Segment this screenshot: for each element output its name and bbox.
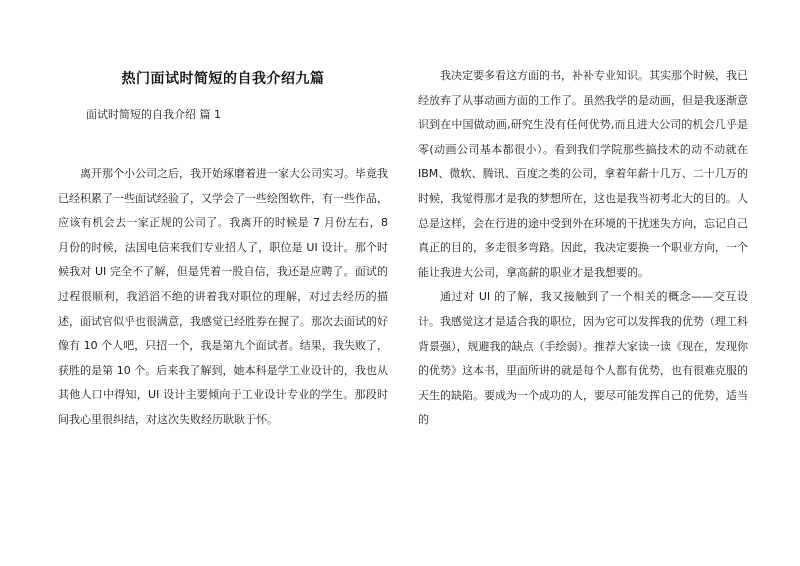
right-column — [418, 64, 748, 433]
document-title: 热门面试时简短的自我介绍九篇 — [121, 71, 325, 87]
body-paragraph: 离开那个小公司之后，我开始琢磨着进一家大公司实习。毕竟我已经积累了一些面试经验了，又学会了一些绘图软件，有一些作品，应该有机会去一家正规的公司了。我离开的时候是 7 月份左右，8 月份的时候，法国电信来我们专业招人了，职位是 UI 设计。那个时候我对 UI 完全不了解，但是凭着一股自信，我还是应聘了。面试的过程很顺利，我滔滔不绝的讲着我对职位的理解，对过去经历的描述，面试官似乎也很满意，我感觉已经胜券在握了。那次去面试的好像有 10 个人吧，只招一个，我是第九个面试者。结果，我失败了，获胜的是第 10 个。后来我了解到，她本科是学工业设计的，我也从其他人口中得知，UI 设计主要倾向于工业设计专业的学生。那段时间我心里很纠结，对这次失败经历耿耿于怀。 — [58, 167, 388, 426]
left-column — [58, 66, 388, 433]
section-heading: 面试时简短的自我介绍 篇 1 — [86, 108, 221, 121]
body-paragraph: 我决定要多看这方面的书，补补专业知识。其实那个时候，我已经放弃了从事动画方面的工作了。虽然我学的是动画，但是我逐渐意识到在中国做动画,研究生没有任何优势,而且进大公司的机会几乎是零(动画公司基本都很小）。看到我们学院那些搞技术的动不动就在 IBM、微软、腾讯、百度之类的公司，拿着年薪十几万、二十几万的时候，我觉得那才是我的梦想所在，这也是我当初考北大的目的。人总是这样，会在行进的途中受到外在环境的干扰迷失方向，忘记自己真正的目的，多走很多弯路。因此，我决定要换一个职业方向，一个能让我进大公司，拿高薪的职业才是我想要的。 — [418, 69, 748, 279]
body-paragraph: 通过对 UI 的了解，我又接触到了一个相关的概念——交互设计。我感觉这才是适合我的职位，因为它可以发挥我的优势（理工科背景强），规避我的缺点（手绘弱）。推荐大家读一读《现在，发现你的优势》这本书，里面所讲的就是每个人都有优势，也有很难克服的天生的缺陷。要成为一个成功的人，要尽可能发挥自己的优势，适当的 — [418, 290, 748, 427]
